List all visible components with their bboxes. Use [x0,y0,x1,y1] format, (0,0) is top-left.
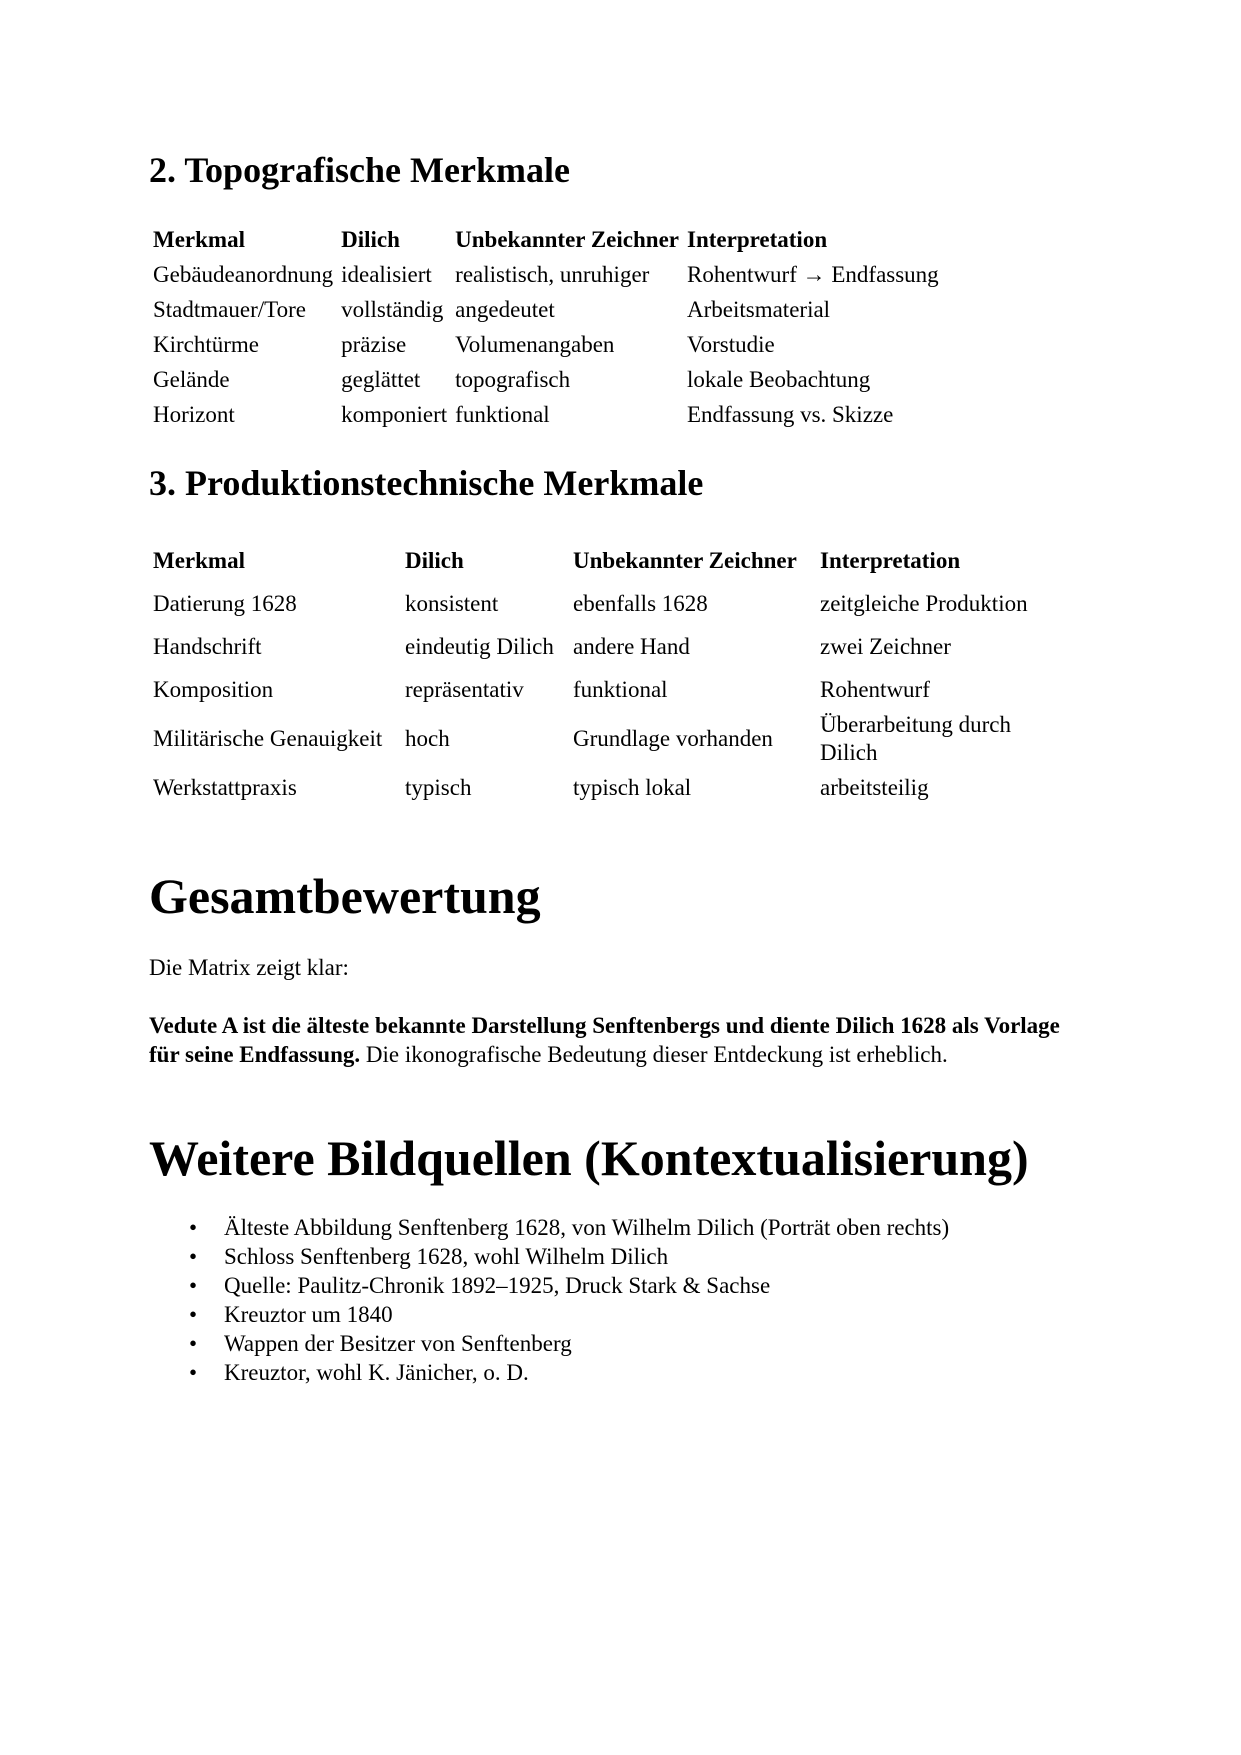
list-item [149,1242,949,1271]
column-header: Unbekannter Zeichner [455,226,679,252]
table-cell: typisch lokal [573,775,692,800]
bullet-icon: • [189,1331,198,1356]
table-cell: funktional [573,677,668,702]
table-cell: eindeutig Dilich [405,634,554,659]
table-row [149,327,943,362]
table-cell: Werkstattpraxis [153,775,297,800]
table-cell: arbeitsteilig [820,775,929,800]
bullet-icon: • [189,1215,198,1240]
column-header: Unbekannter Zeichner [573,548,797,573]
table-cell: geglättet [341,366,421,392]
table-row [149,770,1069,806]
table-cell: Stadtmauer/Tore [153,296,306,322]
table-cell: lokale Beobachtung [687,366,871,392]
table-cell: idealisiert [341,261,432,287]
topography-table [149,222,943,432]
section-2-title: 2. Topografische Merkmale [149,150,570,190]
table-cell: Datierung 1628 [153,591,297,616]
table-row [149,708,1069,770]
table-cell: Horizont [153,401,235,427]
assessment-conclusion-bold: Vedute A ist die älteste bekannte Darstellung Senftenbergs und diente Dilich 1628 als Vorlage für seine Endfassung. [149,1013,1060,1067]
table-cell: Komposition [153,677,274,702]
sources-title: Weitere Bildquellen (Kontextualisierung) [149,1130,1029,1186]
table-row [149,586,1069,622]
column-header: Dilich [341,226,400,252]
table-cell: vollständig [341,296,444,322]
bullet-icon: • [189,1244,198,1269]
column-header: Merkmal [153,226,245,252]
table-cell: Gebäudeanordnung [153,261,334,287]
table-row [149,397,943,432]
list-item [149,1271,949,1300]
table-row [149,672,1069,708]
bullet-icon: • [189,1273,198,1298]
table-cell: präzise [341,331,407,357]
table-cell: Arbeitsmaterial [687,296,831,322]
table-cell: repräsentativ [405,677,524,702]
list-item-text: Schloss Senftenberg 1628, wohl Wilhelm Dilich [224,1244,669,1269]
table-cell: Gelände [153,366,230,392]
table-row [149,257,943,292]
table-cell: andere Hand [573,634,690,659]
column-header: Merkmal [153,548,245,573]
column-header: Dilich [405,548,464,573]
table-row [149,622,1069,672]
production-table [149,536,1069,806]
table-cell: Volumenangaben [455,331,615,357]
table-cell: realistisch, unruhiger [455,261,650,287]
list-item [149,1329,949,1358]
assessment-conclusion-rest: Die ikonografische Bedeutung dieser Entdeckung ist erheblich. [360,1042,948,1067]
table-row [149,292,943,327]
bullet-icon: • [189,1302,198,1327]
table-header-row [149,536,1069,586]
table-cell: zeitgleiche Produktion [820,591,1028,616]
table-cell: Handschrift [153,634,262,659]
assessment-conclusion [149,1011,1079,1069]
table-cell: typisch [405,775,472,800]
bullet-icon: • [189,1360,198,1385]
list-item [149,1300,949,1329]
list-item-text: Kreuztor, wohl K. Jänicher, o. D. [224,1360,529,1385]
table-header-row [149,222,943,257]
table-cell: ebenfalls 1628 [573,591,708,616]
table-cell: Rohentwurf → Endfassung [687,261,939,287]
assessment-intro: Die Matrix zeigt klar: [149,955,349,980]
table-cell: Vorstudie [687,331,775,357]
table-cell: Endfassung vs. Skizze [687,401,894,427]
table-cell: Überarbeitung durch Dilich [820,712,1011,765]
table-cell: Militärische Genauigkeit [153,726,383,751]
sources-list [149,1213,949,1387]
table-cell: funktional [455,401,550,427]
table-cell: angedeutet [455,296,555,322]
table-cell: Grundlage vorhanden [573,726,773,751]
table-cell: zwei Zeichner [820,634,951,659]
table-cell: komponiert [341,401,448,427]
list-item [149,1213,949,1242]
assessment-title: Gesamtbewertung [149,868,541,924]
table-cell: Kirchtürme [153,331,260,357]
column-header: Interpretation [687,226,828,252]
table-cell: topografisch [455,366,571,392]
table-cell: konsistent [405,591,499,616]
table-cell: hoch [405,726,450,751]
column-header: Interpretation [820,548,961,573]
list-item-text: Quelle: Paulitz-Chronik 1892–1925, Druck Stark & Sachse [224,1273,771,1298]
section-3-title: 3. Produktionstechnische Merkmale [149,463,704,503]
table-row [149,362,943,397]
list-item-text: Kreuztor um 1840 [224,1302,393,1327]
table-cell: Rohentwurf [820,677,930,702]
list-item [149,1358,949,1387]
list-item-text: Älteste Abbildung Senftenberg 1628, von Wilhelm Dilich (Porträt oben rechts) [224,1215,950,1240]
list-item-text: Wappen der Besitzer von Senftenberg [224,1331,572,1356]
